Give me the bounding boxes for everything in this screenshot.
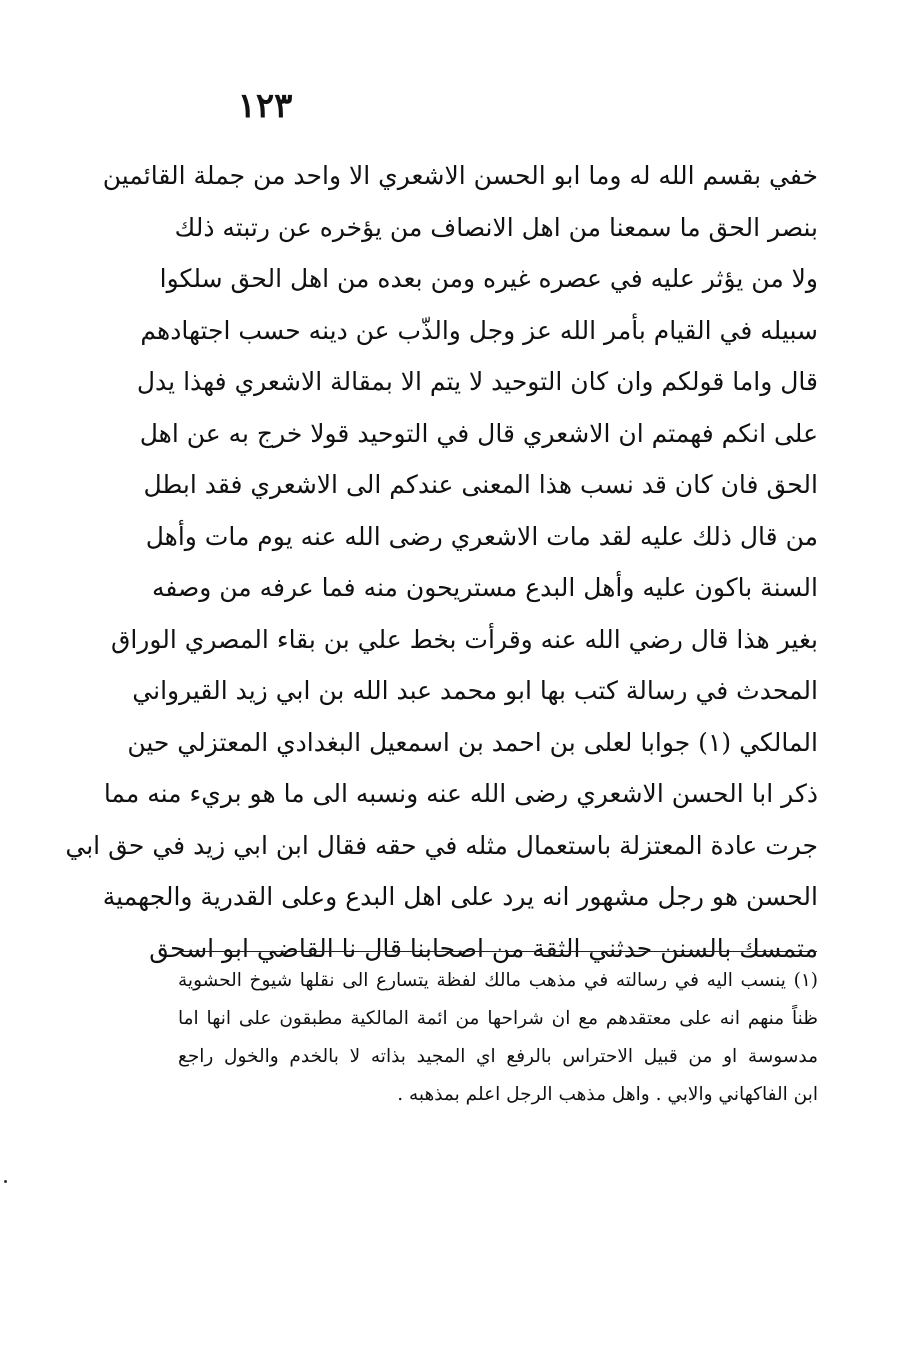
- main-text-body: [65, 150, 818, 974]
- text-line: جرت عادة المعتزلة باستعمال مثله في حقه فقال ابن ابي زيد في حق ابي: [65, 830, 818, 860]
- text-line: على انكم فهمتم ان الاشعري قال في التوحيد قولا خرج به عن اهل: [139, 418, 818, 448]
- footnotes: [178, 962, 818, 1114]
- footnote-line: ابن الفاكهاني والابي . واهل مذهب الرجل اعلم بمذهبه .: [397, 1084, 818, 1105]
- text-line: المالكي (١) جوابا لعلى بن احمد بن اسمعيل البغدادي المعتزلي حين: [127, 727, 818, 757]
- text-line: الحق فان كان قد نسب هذا المعنى عندكم الى الاشعري فقد ابطل: [143, 470, 818, 499]
- text-line: قال واما قولكم وان كان التوحيد لا يتم الا بمقالة الاشعري فهذا يدل: [136, 367, 818, 396]
- text-line: ولا من يؤثر عليه في عصره غيره ومن بعده من اهل الحق سلكوا: [159, 264, 818, 293]
- footnote-line: ظناً منهم انه على معتقدهم مع ان شراحها من ائمة المالكية مطبقون على انها اما: [178, 1008, 818, 1029]
- text-line: الحسن هو رجل مشهور انه يرد على اهل البدع وعلى القدرية والجهمية: [102, 882, 818, 911]
- text-line: ذكر ابا الحسن الاشعري رضى الله عنه ونسبه الى ما هو بريء منه مما: [103, 779, 818, 808]
- text-line: بنصر الحق ما سمعنا من اهل الانصاف من يؤخره عن رتبته ذلك: [174, 212, 818, 242]
- footnote-line: مدسوسة او من قبيل الاحتراس بالرفع اي المجيد بذاته لا بالخدم والخول راجع: [178, 1046, 818, 1067]
- text-line: السنة باكون عليه وأهل البدع مستريحون منه فما عرفه من وصفه: [151, 573, 818, 602]
- text-line: سبيله في القيام بأمر الله عز وجل والذّب عن دينه حسب اجتهادهم: [140, 315, 818, 345]
- text-line: خفي بقسم الله له وما ابو الحسن الاشعري الا واحد من جملة القائمين: [102, 161, 818, 190]
- footnote-line: (١) ينسب اليه في رسالته في مذهب مالك لفظة يتسارع الى نقلها شيوخ الحشوية: [178, 970, 818, 991]
- page-number: ١٢٣: [237, 86, 293, 126]
- footnote-divider: [182, 951, 817, 952]
- text-line: متمسك بالسنن حدثني الثقة من اصحابنا قال نا القاضي ابو اسحق: [149, 933, 818, 963]
- text-line: المحدث في رسالة كتب بها ابو محمد عبد الله بن ابي زيد القيرواني: [132, 676, 818, 705]
- text-line: بغير هذا قال رضي الله عنه وقرأت بخط علي بن بقاء المصري الوراق: [110, 624, 818, 654]
- scan-speck: [4, 1180, 7, 1183]
- text-line: من قال ذلك عليه لقد مات الاشعري رضى الله عنه يوم مات وأهل: [145, 521, 818, 551]
